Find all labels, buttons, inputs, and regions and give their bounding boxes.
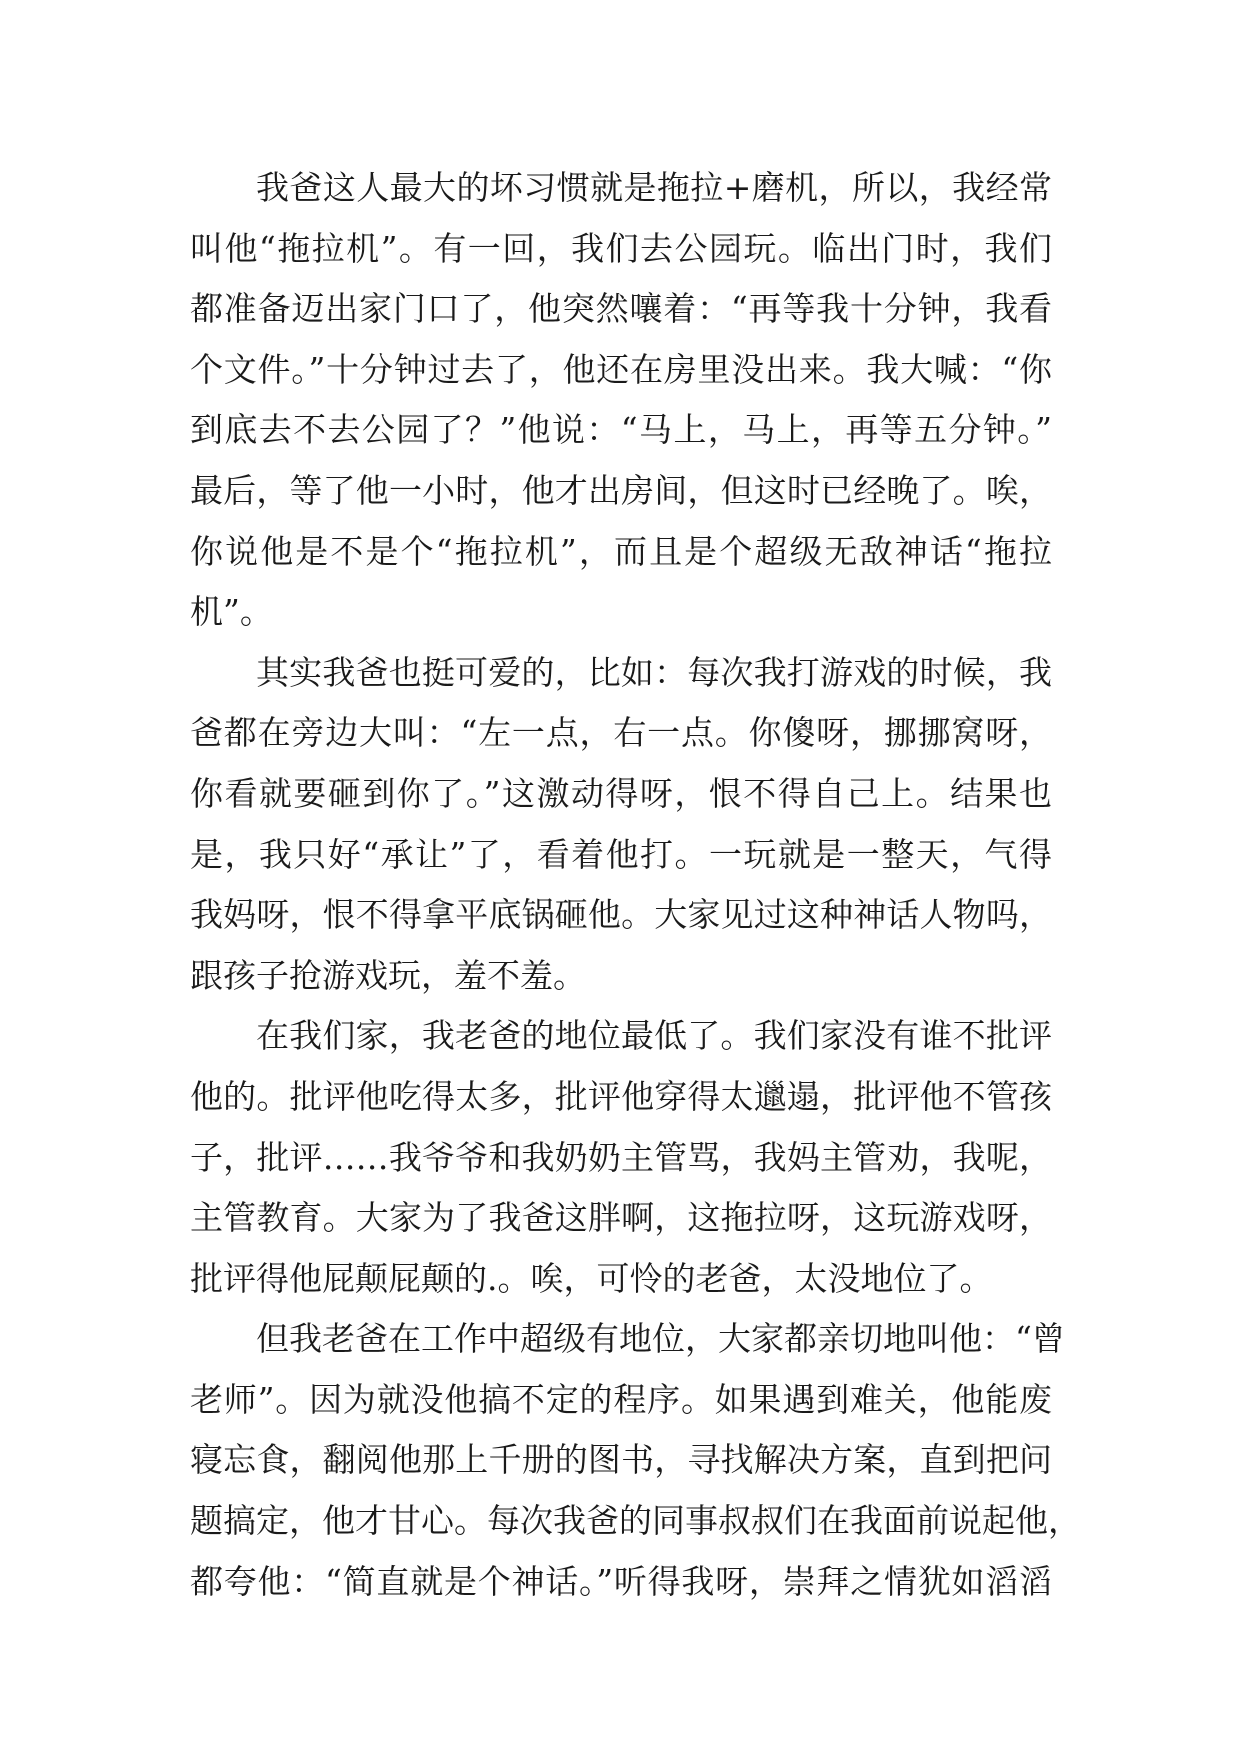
- text-line: 其实我爸也挺可爱的，比如：每次我打游戏的时候，我: [256, 652, 1052, 692]
- text-line: 到底去不去公园了？”他说：“马上，马上，再等五分钟。”: [190, 410, 1052, 450]
- text-line: 都准备迈出家门口了，他突然嚷着：“再等我十分钟，我看: [190, 289, 1052, 329]
- text-line: 最后，等了他一小时，他才出房间，但这时已经晚了。唉，: [190, 470, 1052, 510]
- text-line: 他的。批评他吃得太多，批评他穿得太邋遢，批评他不管孩: [190, 1076, 1052, 1116]
- text-line: 但我老爸在工作中超级有地位，大家都亲切地叫他：“曾: [256, 1319, 1065, 1359]
- text-line: 个文件。”十分钟过去了，他还在房里没出来。我大喊：“你: [190, 349, 1052, 389]
- text-line: 批评得他屁颠屁颠的.。唉，可怜的老爸，太没地位了。: [190, 1258, 993, 1298]
- text-line: 是，我只好“承让”了，看着他打。一玩就是一整天，气得: [190, 834, 1052, 874]
- text-line: 我妈呀，恨不得拿平底锅砸他。大家见过这种神话人物吗，: [190, 895, 1052, 935]
- text-line: 你说他是不是个“拖拉机”，而且是个超级无敌神话“拖拉: [190, 531, 1052, 571]
- text-line: 机”。: [190, 592, 273, 632]
- text-line: 在我们家，我老爸的地位最低了。我们家没有谁不批评: [256, 1016, 1052, 1056]
- text-line: 子，批评……我爷爷和我奶奶主管骂，我妈主管劝，我呢，: [190, 1137, 1052, 1177]
- text-line: 跟孩子抢游戏玩，羞不羞。: [190, 955, 586, 995]
- document-body: [190, 158, 1081, 1612]
- text-line: 叫他“拖拉机”。有一回，我们去公园玩。临出门时，我们: [190, 228, 1052, 268]
- text-line: 题搞定，他才甘心。每次我爸的同事叔叔们在我面前说起他，: [190, 1501, 1081, 1541]
- text-line: 老师”。因为就没他搞不定的程序。如果遇到难关，他能废: [190, 1379, 1052, 1419]
- text-line: 主管教育。大家为了我爸这胖啊，这拖拉呀，这玩游戏呀，: [190, 1198, 1052, 1238]
- text-line: 我爸这人最大的坏习惯就是拖拉+磨机，所以，我经常: [256, 168, 1052, 207]
- text-line: 爸都在旁边大叫：“左一点，右一点。你傻呀，挪挪窝呀，: [190, 713, 1052, 753]
- text-line: 寝忘食，翻阅他那上千册的图书，寻找解决方案，直到把问: [190, 1440, 1052, 1480]
- text-line: 都夸他：“简直就是个神话。”听得我呀，崇拜之情犹如滔滔: [190, 1561, 1052, 1601]
- text-line: 你看就要砸到你了。”这激动得呀，恨不得自己上。结果也: [190, 773, 1052, 813]
